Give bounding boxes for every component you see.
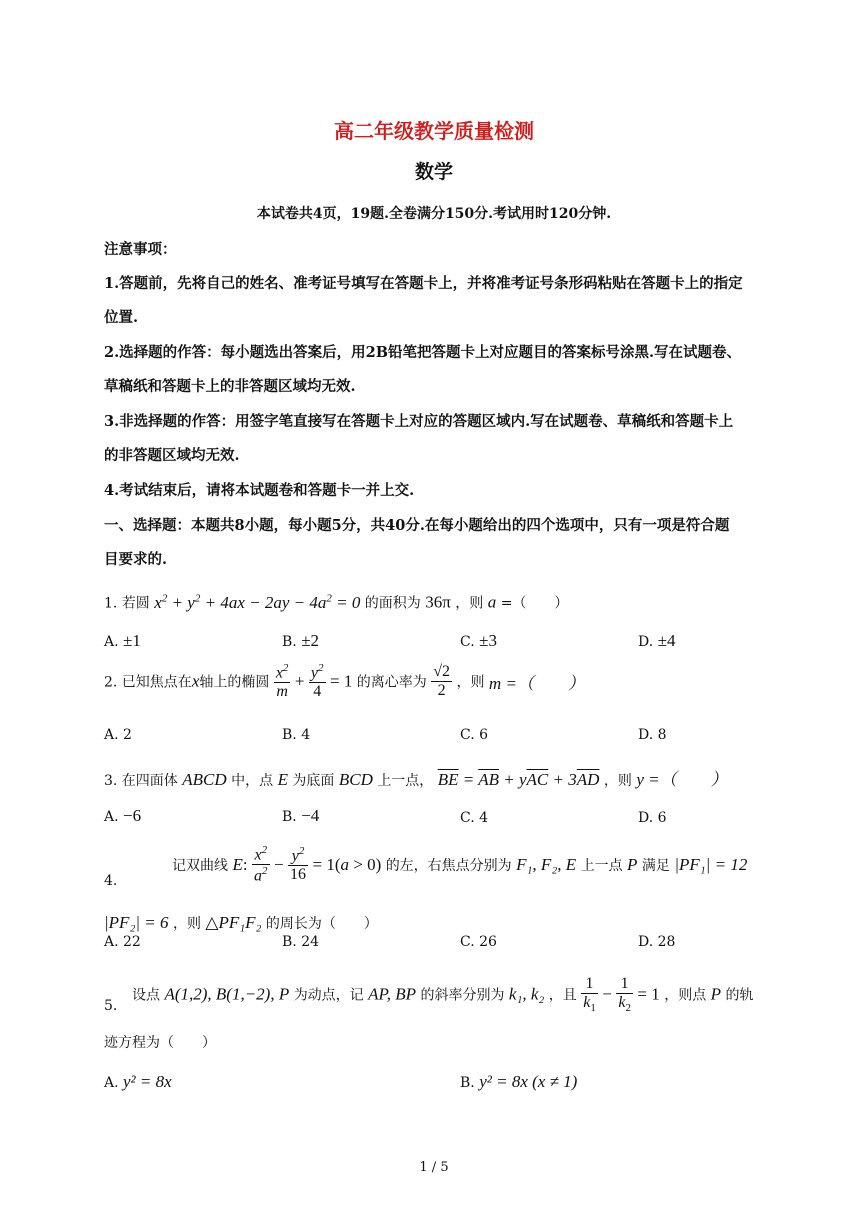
q4-triangle: △PF₁F₂ bbox=[205, 913, 262, 932]
q4-pf1: |PF₁| = 12 bbox=[674, 854, 748, 874]
q2-fraction-sqrt2-over-2: $\frac{√2}{2}$ bbox=[433, 663, 451, 700]
q5-slopes: k₁, k₂ bbox=[508, 984, 545, 1004]
q4-pf2: |PF₂| = 6 bbox=[104, 913, 169, 932]
question-3 bbox=[104, 765, 728, 790]
q4-prefix: 记双曲线 bbox=[172, 857, 228, 874]
q3-text-4: ，则 bbox=[603, 773, 632, 789]
notice-item-3-line-1: 3.非选择题的作答：用签字笔直接写在答题卡上对应的答题区域内.写在试题卷、草稿纸和答题卡上 bbox=[104, 413, 734, 430]
question-4-line-2 bbox=[104, 913, 378, 933]
q4-point-p: P bbox=[627, 854, 638, 874]
q2-prefix: 2. 已知焦点在 bbox=[104, 674, 192, 691]
q5-lines: AP, BP bbox=[368, 984, 416, 1004]
q4-foci: F₁, F₂, E bbox=[516, 854, 577, 874]
q3-option-d: D. 6 bbox=[638, 810, 667, 826]
q2-option-c: C. 6 bbox=[460, 727, 489, 743]
q4-text-5: 的周长为（ ） bbox=[265, 916, 378, 932]
q3-ask: y =（ ） bbox=[636, 770, 728, 789]
q4-text-3: 满足 bbox=[641, 857, 670, 874]
notice-item-1-line-2: 位置. bbox=[104, 309, 139, 326]
q4-option-b: B. 24 bbox=[282, 934, 320, 950]
section1-line-1: 一、选择题：本题共8小题，每小题5分，共40分.在每小题给出的四个选项中，只有一项是符合题 bbox=[104, 517, 730, 534]
notice-item-2-line-1: 2.选择题的作答：每小题选出答案后，用2B铅笔把答题卡上对应题目的答案标号涂黑.写在试题卷、 bbox=[104, 344, 742, 361]
subject-title: 数学 bbox=[414, 161, 453, 183]
q4-number: 4. bbox=[104, 873, 118, 889]
q5-point-p: P bbox=[710, 984, 722, 1004]
q1-post-text: ，则 bbox=[455, 595, 484, 612]
q5-option-a: A. y² = 8x bbox=[104, 1072, 172, 1091]
q4-text-1: 的左，右焦点分别为 bbox=[385, 857, 512, 874]
exam-title: 高二年级教学质量检测 bbox=[334, 119, 534, 143]
q1-mid-text: 的面积为 bbox=[364, 595, 421, 612]
q5-line-2: 迹方程为（ ） bbox=[104, 1035, 216, 1051]
q3-text-3: 上一点， bbox=[377, 773, 434, 789]
q1-option-d: D. ±4 bbox=[638, 631, 676, 650]
q3-vector-equation: $\overline{BE} = \overline{AB} + y\overline{AC} + 3\overline{AD}$ bbox=[437, 770, 600, 789]
notice-item-1-line-1: 1.答题前，先将自己的姓名、准考证号填写在答题卡上，并将准考证号条形码粘贴在答题卡上的指定 bbox=[104, 275, 743, 292]
q3-point-e: E bbox=[277, 770, 288, 789]
notice-heading: 注意事项： bbox=[104, 241, 177, 258]
q5-text-4: ，则点 bbox=[664, 987, 707, 1004]
question-2: 2. 已知焦点在x轴上的椭圆 $\frac{x^2}{m}$ + $\frac{y^2}{4}$ = 1 的离心率为 $\frac{√2}{2}$ ，则 m =（ ） bbox=[104, 662, 585, 701]
q4-option-d: D. 28 bbox=[638, 934, 676, 950]
q3-prefix: 3. 在四面体 bbox=[104, 773, 178, 789]
notice-item-2-line-2: 草稿纸和答题卡上的非答题区域均无效. bbox=[104, 378, 356, 395]
q5-fraction-1-over-k1: $\frac{1}{k_1}$ bbox=[583, 975, 596, 1015]
q5-text-1: 为动点，记 bbox=[293, 987, 364, 1004]
q2-option-d: D. 8 bbox=[638, 727, 667, 743]
q2-fraction-x2-over-m: $\frac{x^2}{m}$ bbox=[275, 662, 289, 701]
q5-option-b: B. y² = 8x (x ≠ 1) bbox=[460, 1072, 578, 1091]
q5-text-2: 的斜率分别为 bbox=[420, 987, 505, 1004]
section1-line-2: 目要求的. bbox=[104, 551, 168, 568]
q1-circle-equation: $x^2 + y^2 + 4ax - 2ay - 4a^2 = 0$ bbox=[154, 592, 361, 612]
q4-fraction-y2-over-16: $\frac{y^2}{16}$ bbox=[290, 845, 307, 884]
q1-prefix: 1. 若圆 bbox=[104, 595, 150, 612]
q3-option-c: C. 4 bbox=[460, 810, 489, 826]
q1-variable: a bbox=[487, 592, 497, 612]
q4-fraction-x2-over-a2: $\frac{x^2}{a^2}$ bbox=[254, 844, 268, 885]
q5-text-5: 的轨 bbox=[725, 987, 754, 1004]
q1-area: 36π bbox=[425, 592, 451, 612]
q2-post-text: ，则 bbox=[456, 674, 485, 691]
q2-option-b: B. 4 bbox=[282, 727, 311, 743]
q4-text-4: ，则 bbox=[172, 916, 201, 932]
q1-option-c: C. ±3 bbox=[460, 631, 497, 650]
q2-axis: x bbox=[191, 671, 200, 691]
q3-option-b: B. −4 bbox=[282, 806, 320, 825]
q4-option-c: C. 26 bbox=[460, 934, 497, 950]
q2-mid-text: 轴上的椭圆 bbox=[199, 674, 270, 691]
q4-option-a: A. 22 bbox=[104, 934, 141, 950]
page-number: 1 / 5 bbox=[419, 1160, 449, 1175]
question-4: 记双曲线 E: $\frac{x^2}{a^2}$ − $\frac{y^2}{16}$ = 1(a > 0) 的左，右焦点分别为 F₁, F₂, E 上一点 P 满足 |PF₁| = 12 bbox=[172, 844, 748, 885]
q5-prefix: 设点 bbox=[132, 987, 160, 1004]
q2-fraction-y2-over-4: $\frac{y^2}{4}$ bbox=[310, 662, 324, 701]
q1-option-a: A. ±1 bbox=[104, 631, 141, 650]
q5-number: 5. bbox=[104, 998, 118, 1014]
question-1 bbox=[104, 592, 568, 613]
q3-solid: ABCD bbox=[182, 770, 227, 789]
exam-info: 本试卷共4页，19题.全卷满分150分.考试用时120分钟. bbox=[256, 206, 612, 222]
q3-text-2: 为底面 bbox=[292, 773, 335, 789]
q5-fraction-1-over-k2: $\frac{1}{k_2}$ bbox=[618, 975, 631, 1015]
notice-item-4: 4.考试结束后，请将本试题卷和答题卡一并上交. bbox=[104, 482, 415, 499]
q2-option-a: A. 2 bbox=[104, 727, 132, 743]
q3-base: BCD bbox=[338, 770, 373, 789]
q1-option-b: B. ±2 bbox=[282, 631, 320, 650]
q1-ask: =（ ） bbox=[500, 595, 569, 612]
notice-item-3-line-2: 的非答题区域均无效. bbox=[104, 447, 240, 464]
q4-text-2: 上一点 bbox=[580, 857, 623, 874]
q3-text-1: 中，点 bbox=[231, 773, 274, 789]
q3-option-a: A. −6 bbox=[104, 806, 142, 825]
q5-points: A(1,2), B(1,−2), P bbox=[164, 984, 290, 1004]
q5-text-3: ，且 bbox=[548, 987, 577, 1004]
q2-ecc-text: 的离心率为 bbox=[356, 674, 427, 691]
q2-ask: m =（ ） bbox=[488, 674, 585, 694]
question-5: 设点 A(1,2), B(1,−2), P 为动点，记 AP, BP 的斜率分别为 k₁, k₂ ，且 $\frac{1}{k_1}$ − $\frac{1}{k_2}$ = 1 ，则点 P 的轨 bbox=[132, 975, 754, 1015]
